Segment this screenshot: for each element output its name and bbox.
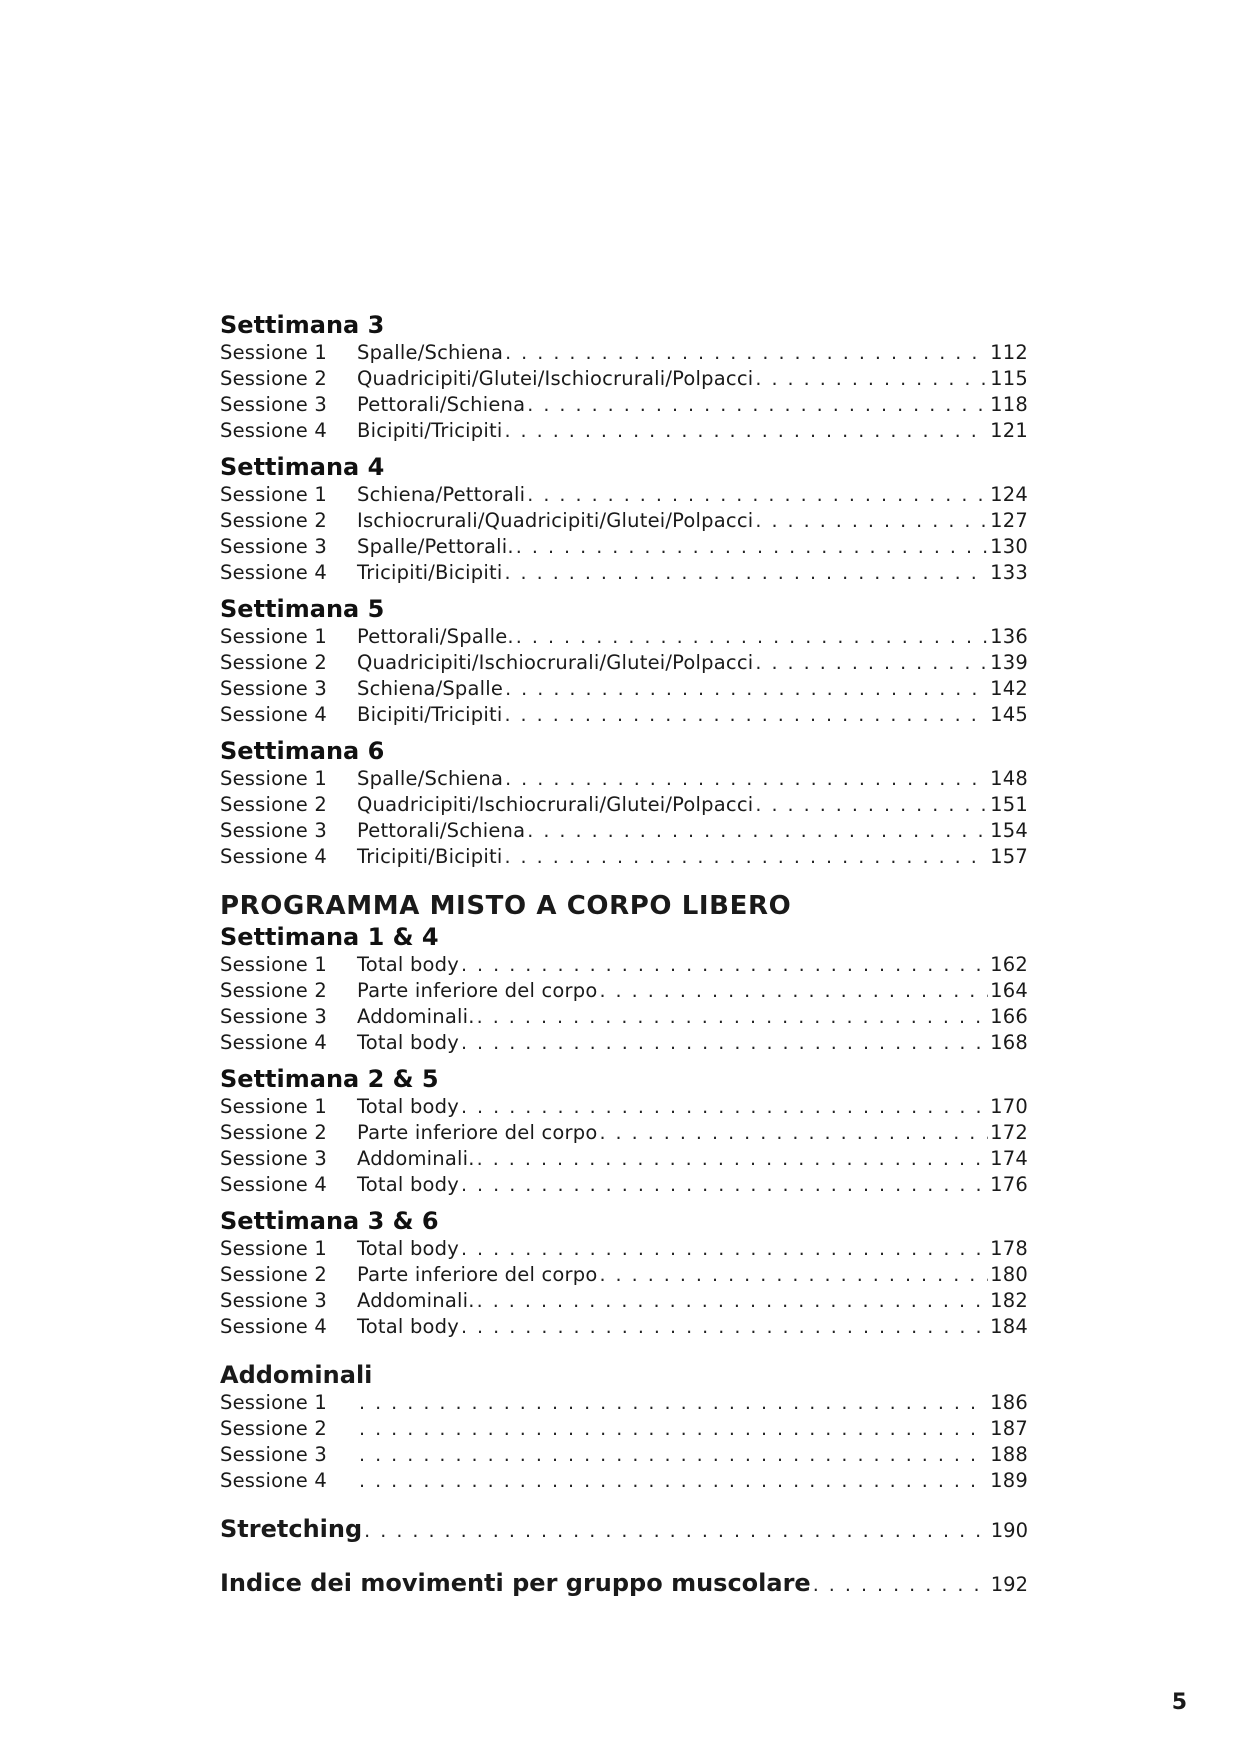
topic-label: Addominali. [357,1289,475,1312]
topic-label: Schiena/Spalle [357,677,504,700]
page-ref: 154 [990,819,1028,842]
program-weeks-group [220,922,1028,1340]
toc-entry[interactable] [220,1146,1028,1172]
topic-label: Total body [357,1173,459,1196]
session-label: Sessione 4 [220,561,328,584]
dot-leader [755,508,988,534]
toc-entry-indice[interactable] [220,1566,1028,1600]
page-ref: 136 [990,625,1028,648]
session-label: Sessione 3 [220,677,328,700]
dot-leader [527,392,988,418]
topic-label: Spalle/Schiena [357,767,504,790]
week-title: Settimana 5 [220,595,385,623]
page-ref: 174 [990,1147,1028,1170]
topic-label: Parte inferiore del corpo [357,1263,598,1286]
page-ref: 170 [990,1095,1028,1118]
topic-label: Schiena/Pettorali [357,483,526,506]
dot-leader [461,1030,988,1056]
session-label: Sessione 4 [220,703,328,726]
toc-entry[interactable] [220,508,1028,534]
topic-label: Pettorali/Schiena [357,393,526,416]
page-ref: 180 [990,1263,1028,1286]
toc-entry-stretching[interactable] [220,1512,1028,1546]
session-label: Sessione 3 [220,535,328,558]
page-ref: 148 [990,767,1028,790]
addominali-title: Addominali [220,1361,373,1389]
topic-label: Total body [357,1095,459,1118]
dot-leader [477,1004,989,1030]
topic-label: Bicipiti/Tricipiti [357,703,503,726]
topic-label: Tricipiti/Bicipiti [357,845,503,868]
page-ref: 145 [990,703,1028,726]
program-title: PROGRAMMA MISTO A CORPO LIBERO [220,891,792,921]
session-label: Sessione 2 [220,509,328,532]
page-ref: 115 [990,367,1028,390]
topic-label: Addominali. [357,1147,475,1170]
page-ref: 130 [990,535,1028,558]
page-ref: 178 [990,1237,1028,1260]
dot-leader [755,792,988,818]
dot-leader [505,340,988,366]
toc-entry[interactable] [220,952,1028,978]
session-label: Sessione 2 [220,793,328,816]
page-ref: 172 [990,1121,1028,1144]
week-title: Settimana 4 [220,453,385,481]
page-ref: 187 [990,1417,1028,1440]
session-label: Sessione 1 [220,341,328,364]
week-section [220,922,1028,1056]
session-label: Sessione 1 [220,767,328,790]
page-ref: 182 [990,1289,1028,1312]
dot-leader [813,1568,989,1602]
dot-leader [599,978,988,1004]
week-section [220,452,1028,586]
session-label: Sessione 1 [220,625,328,648]
topic-label: Parte inferiore del corpo [357,979,598,1002]
page-ref: 127 [990,509,1028,532]
page-ref: 166 [990,1005,1028,1028]
stretching-label: Stretching [220,1515,363,1543]
toc-entry[interactable] [220,392,1028,418]
dot-leader [461,1094,988,1120]
weeks-group [220,310,1028,870]
toc-entry[interactable] [220,340,1028,366]
dot-leader [516,534,988,560]
page-ref: 164 [990,979,1028,1002]
week-title: Settimana 3 & 6 [220,1207,439,1235]
page-ref: 142 [990,677,1028,700]
page-ref: 186 [990,1391,1028,1414]
toc-entry[interactable] [220,534,1028,560]
toc-entry[interactable] [220,844,1028,870]
dot-leader [755,650,988,676]
dot-leader [599,1120,988,1146]
page-ref: 189 [990,1469,1028,1492]
topic-label: Quadricipiti/Glutei/Ischiocrurali/Polpacci [357,367,754,390]
page-ref: 162 [990,953,1028,976]
toc-entry[interactable] [220,1390,1028,1416]
toc-entry[interactable] [220,1172,1028,1198]
session-label: Sessione 1 [220,1391,328,1414]
session-label: Sessione 3 [220,1005,328,1028]
topic-label: Parte inferiore del corpo [357,1121,598,1144]
session-label: Sessione 4 [220,845,328,868]
session-label: Sessione 1 [220,1095,328,1118]
toc-entry[interactable] [220,560,1028,586]
week-section [220,310,1028,444]
toc-entry[interactable] [220,1288,1028,1314]
topic-label: Total body [357,953,459,976]
topic-label: Spalle/Schiena [357,341,504,364]
toc-entry[interactable] [220,1004,1028,1030]
session-label: Sessione 4 [220,1173,328,1196]
toc-entry[interactable] [220,676,1028,702]
dot-leader [599,1262,988,1288]
table-of-contents [220,310,1028,1600]
dot-leader [359,1442,988,1468]
session-label: Sessione 4 [220,1315,328,1338]
dot-leader [359,1390,988,1416]
toc-entry[interactable] [220,1094,1028,1120]
topic-label: Bicipiti/Tricipiti [357,419,503,442]
dot-leader [504,560,988,586]
week-title: Settimana 2 & 5 [220,1065,439,1093]
dot-leader [527,818,988,844]
topic-label: Ischiocrurali/Quadricipiti/Glutei/Polpacci [357,509,754,532]
dot-leader [755,366,988,392]
week-title: Settimana 6 [220,737,385,765]
toc-entry[interactable] [220,1120,1028,1146]
toc-entry[interactable] [220,1262,1028,1288]
toc-entry[interactable] [220,818,1028,844]
topic-label: Spalle/Pettorali. [357,535,514,558]
session-label: Sessione 2 [220,979,328,1002]
topic-label: Total body [357,1237,459,1260]
topic-label: Tricipiti/Bicipiti [357,561,503,584]
session-label: Sessione 1 [220,1237,328,1260]
session-label: Sessione 4 [220,1469,328,1492]
dot-leader [504,844,988,870]
week-section [220,594,1028,728]
page-ref: 192 [990,1573,1028,1596]
dot-leader [359,1416,988,1442]
indice-label: Indice dei movimenti per gruppo muscolare [220,1569,811,1597]
page-ref: 184 [990,1315,1028,1338]
session-label: Sessione 1 [220,953,328,976]
topic-label: Total body [357,1315,459,1338]
session-label: Sessione 3 [220,1443,328,1466]
topic-label: Pettorali/Spalle. [357,625,514,648]
page-ref: 190 [990,1519,1028,1542]
session-label: Sessione 3 [220,1147,328,1170]
page-number: 5 [1171,1690,1187,1715]
toc-entry[interactable] [220,1030,1028,1056]
topic-label: Addominali. [357,1005,475,1028]
dot-leader [504,418,988,444]
week-section [220,1206,1028,1340]
toc-entry[interactable] [220,482,1028,508]
dot-leader [461,952,988,978]
toc-entry[interactable] [220,1314,1028,1340]
session-label: Sessione 2 [220,651,328,674]
toc-entry[interactable] [220,418,1028,444]
toc-entry[interactable] [220,978,1028,1004]
page-ref: 188 [990,1443,1028,1466]
week-section [220,1064,1028,1198]
topic-label: Pettorali/Schiena [357,819,526,842]
toc-entry[interactable] [220,766,1028,792]
dot-leader [527,482,988,508]
toc-entry[interactable] [220,366,1028,392]
page-ref: 168 [990,1031,1028,1054]
topic-label: Quadricipiti/Ischiocrurali/Glutei/Polpacci [357,793,754,816]
dot-leader [516,624,988,650]
session-label: Sessione 2 [220,1121,328,1144]
topic-label: Quadricipiti/Ischiocrurali/Glutei/Polpacci [357,651,754,674]
dot-leader [364,1514,989,1548]
toc-entry[interactable] [220,1442,1028,1468]
dot-leader [461,1236,988,1262]
page-ref: 112 [990,341,1028,364]
dot-leader [461,1314,988,1340]
dot-leader [505,676,988,702]
addominali-rows [220,1390,1028,1494]
session-label: Sessione 1 [220,483,328,506]
dot-leader [477,1146,989,1172]
session-label: Sessione 2 [220,367,328,390]
dot-leader [359,1468,988,1494]
dot-leader [505,766,988,792]
page-ref: 133 [990,561,1028,584]
topic-label: Total body [357,1031,459,1054]
session-label: Sessione 4 [220,1031,328,1054]
page-ref: 151 [990,793,1028,816]
page-ref: 118 [990,393,1028,416]
page-ref: 176 [990,1173,1028,1196]
session-label: Sessione 3 [220,393,328,416]
toc-entry[interactable] [220,624,1028,650]
toc-entry[interactable] [220,792,1028,818]
toc-entry[interactable] [220,1416,1028,1442]
toc-entry[interactable] [220,650,1028,676]
session-label: Sessione 2 [220,1263,328,1286]
week-title: Settimana 1 & 4 [220,923,439,951]
toc-entry[interactable] [220,702,1028,728]
dot-leader [477,1288,989,1314]
week-title: Settimana 3 [220,311,385,339]
page-ref: 157 [990,845,1028,868]
page-ref: 121 [990,419,1028,442]
week-section [220,736,1028,870]
session-label: Sessione 2 [220,1417,328,1440]
session-label: Sessione 3 [220,1289,328,1312]
session-label: Sessione 4 [220,419,328,442]
toc-entry[interactable] [220,1236,1028,1262]
page-ref: 124 [990,483,1028,506]
toc-entry[interactable] [220,1468,1028,1494]
dot-leader [504,702,988,728]
page-ref: 139 [990,651,1028,674]
dot-leader [461,1172,988,1198]
session-label: Sessione 3 [220,819,328,842]
